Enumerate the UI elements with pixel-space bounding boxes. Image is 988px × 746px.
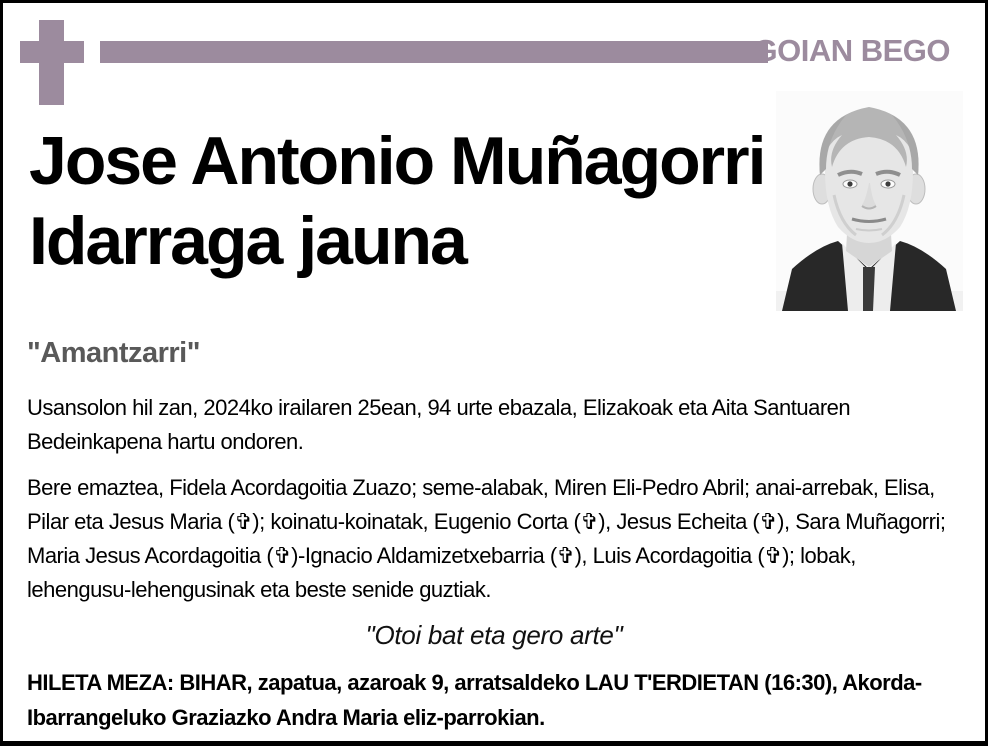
deceased-name-line2: Idarraga jauna — [29, 203, 466, 279]
latin-cross-icon — [20, 20, 84, 105]
deceased-name-line1: Jose Antonio Muñagorri — [29, 123, 765, 199]
portrait-photo — [776, 91, 963, 311]
cross-horizontal-bar — [20, 41, 84, 63]
farewell-quote: "Otoi bat eta gero arte" — [365, 620, 623, 650]
funeral-mass-notice: HILETA MEZA: BIHAR, zapatua, azaroak 9, arratsaldeko LAU T'ERDIETAN (16:30), Akorda-Ibarrangeluko Graziazko Andra Maria eliz-parrokian. — [27, 670, 922, 730]
motto-text: GOIAN BEGO — [753, 33, 950, 68]
portrait-illustration — [776, 91, 963, 311]
notice-body — [27, 335, 961, 735]
header-rule — [100, 41, 768, 63]
deceased-name — [29, 121, 789, 281]
family-paragraph: Bere emaztea, Fidela Acordagoitia Zuazo; seme-alabak, Miren Eli-Pedro Abril; anai-arrebak, Elisa, Pilar eta Jesus Maria (✞); koinatu-koinatak, Eugenio Corta (✞), Jesus Echeita (✞), Sara Muñagorri; Maria Jesus Acordagoitia (✞)-Ignacio Aldamizetxebarria (✞), Luis Acordagoitia (✞); lobak, lehengusu-lehengusinak eta beste senide guztiak. — [27, 475, 946, 602]
deceased-nickname: "Amantzarri" — [27, 337, 200, 369]
death-announcement-paragraph: Usansolon hil zan, 2024ko irailaren 25ean, 94 urte ebazala, Elizakoak eta Aita Santuaren Bedeinkapena hartu ondoren. — [27, 395, 851, 454]
